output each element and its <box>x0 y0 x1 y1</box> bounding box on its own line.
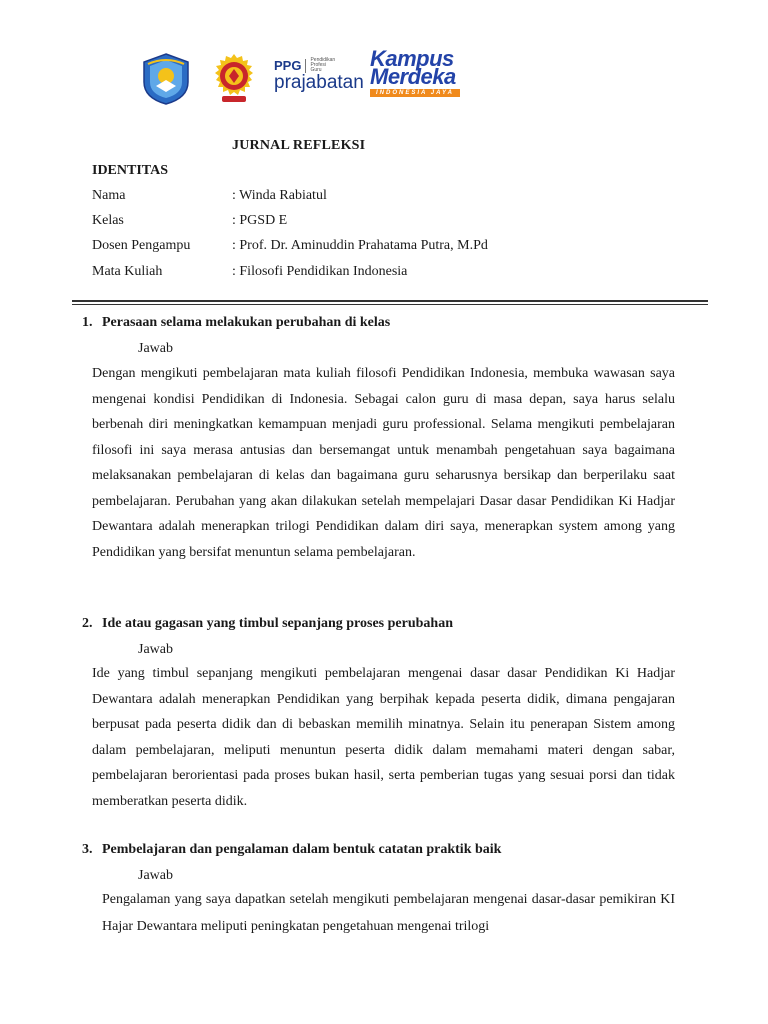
question-number: 1. <box>82 315 93 330</box>
ppg-main-label: prajabatan <box>274 72 364 93</box>
identity-value: : PGSD E <box>232 213 288 228</box>
ppg-prajabatan-logo <box>274 58 364 94</box>
identity-label: Dosen Pengampu <box>92 238 191 253</box>
identity-value: : Winda Rabiatul <box>232 188 327 203</box>
merdeka-label: Merdeka <box>370 64 456 89</box>
answer-paragraph: Ide yang timbul sepanjang mengikuti pembelajaran mengenai dasar dasar Pendidikan Ki Hadjar Dewantara adalah menerapkan Pendidikan yang berpihak kepada peserta didik, dimana pengajaran berpusat pada peserta didik dan di bebaskan memilih minatnya. Selain itu penerapan Sistem among dalam pembelajaran, meliputi menuntun peserta didik dalam memahami materi dengan sabar, pembelajaran berorientasi pada proses bukan hasil, serta pemberian tugas yang sesuai porsi dan tidak memberatkan peserta didik. <box>92 666 675 809</box>
university-seal-logo <box>206 52 262 106</box>
answer-paragraph: Pengalaman yang saya dapatkan setelah mengikuti pembelajaran mengenai dasar-dasar pemikiran KI Hajar Dewantara meliputi peningkatan pengetahuan mengenai trilogi <box>102 892 675 934</box>
kampus-merdeka-logo <box>370 46 460 97</box>
question-heading <box>82 842 501 858</box>
identity-label: Kelas <box>92 213 124 228</box>
tagline-label: INDONESIA JAYA <box>370 89 460 97</box>
divider <box>305 59 306 73</box>
answer-label: Jawab <box>138 341 173 356</box>
question-heading <box>82 616 453 632</box>
answer-paragraph: Dengan mengikuti pembelajaran mata kuliah filosofi Pendidikan Indonesia, membuka wawasan saya mengenai kondisi Pendidikan di Indonesia. Sebagai calon guru di masa depan, saya harus selalu berbenah diri meningkatkan kemampuan menjadi guru professional. Selama mengikuti pembelajaran filosofi ini saya merasa antusias dan bersemangat untuk menambah pengetahuan saya bagaimana melaksanakan pembelajaran di kelas dan bagaimana guru seharusnya bersikap dan berperilaku saat pembelajaran. Perubahan yang akan dilakukan setelah mempelajari Dasar dasar Pendidikan Ki Hadjar Dewantara adalah menerapkan trilogi Pendidikan dalam diri saya, menerapkan system among yang Pendidikan yang bersifat menuntun selama pembelajaran. <box>92 366 675 560</box>
kampus-label: Kampus <box>370 46 454 71</box>
identity-value: : Prof. Dr. Aminuddin Prahatama Putra, M.Pd <box>232 238 488 253</box>
divider-thick <box>72 300 708 302</box>
ppg-subtitle: Pendidikan Profesi Guru <box>310 57 336 73</box>
document-title: JURNAL REFLEKSI <box>232 138 366 153</box>
question-text: Ide atau gagasan yang timbul sepanjang proses perubahan <box>102 616 453 631</box>
kemendikbud-logo <box>138 52 194 106</box>
identity-label: Mata Kuliah <box>92 264 163 279</box>
question-text: Pembelajaran dan pengalaman dalam bentuk catatan praktik baik <box>102 842 502 857</box>
ppg-label: PPG <box>274 58 302 73</box>
identity-value: : Filosofi Pendidikan Indonesia <box>232 264 408 279</box>
question-number: 2. <box>82 616 93 631</box>
question-number: 3. <box>82 842 93 857</box>
logo-bar <box>138 46 498 110</box>
identity-label: Nama <box>92 188 126 203</box>
question-text: Perasaan selama melakukan perubahan di kelas <box>102 315 391 330</box>
divider-thin <box>72 304 708 305</box>
question-heading <box>82 315 390 331</box>
answer-label: Jawab <box>138 868 173 883</box>
answer-label: Jawab <box>138 642 173 657</box>
identity-heading: IDENTITAS <box>92 163 168 178</box>
